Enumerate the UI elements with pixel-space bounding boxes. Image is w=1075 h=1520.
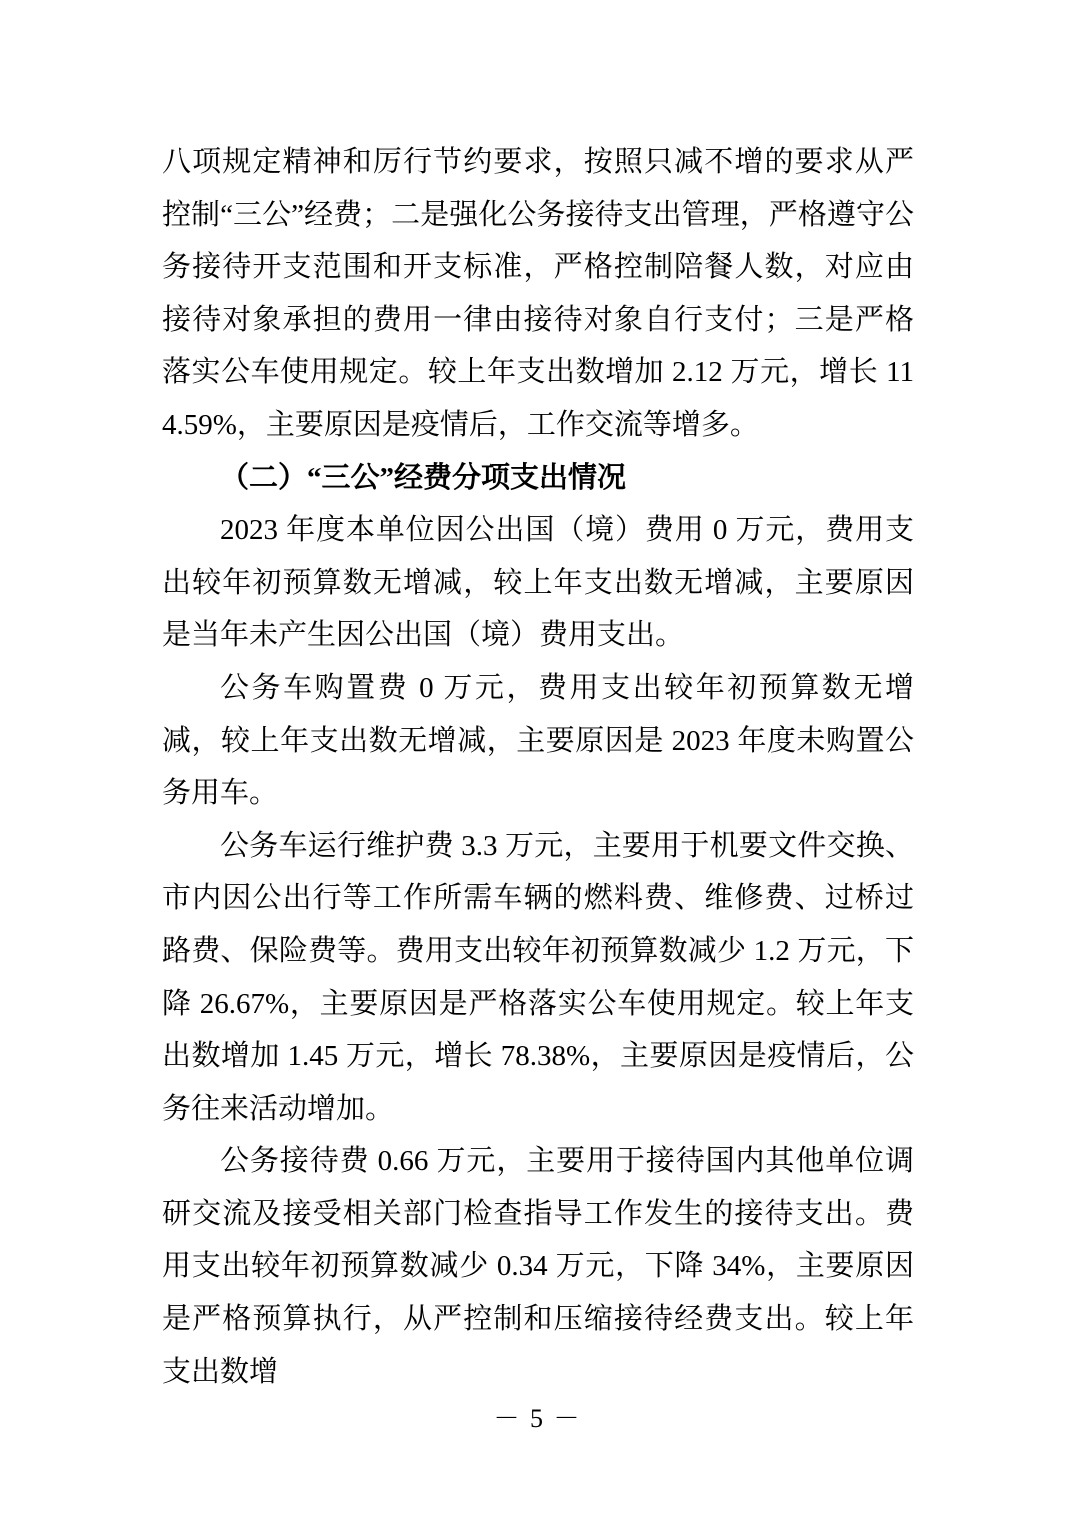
paragraph: 八项规定精神和厉行节约要求，按照只减不增的要求从严控制“三公”经费；二是强化公务接待支出管理，严格遵守公务接待开支范围和开支标准，严格控制陪餐人数，对应由接待对象承担的费用一律由接待对象自行支付；三是严格落实公车使用规定。较上年支出数增加 2.12 万元，增长 114.59%，主要原因是疫情后，工作交流等增多。 <box>162 146 914 441</box>
paragraph: 2023 年度本单位因公出国（境）费用 0 万元，费用支出较年初预算数无增减，较上年支出数无增减，主要原因是当年未产生因公出国（境）费用支出。 <box>162 514 914 652</box>
document-body <box>162 136 914 1398</box>
page-number: － 5 － <box>493 1404 582 1433</box>
section-heading: （二）“三公”经费分项支出情况 <box>220 461 627 494</box>
paragraph: 公务车购置费 0 万元，费用支出较年初预算数无增减，较上年支出数无增减，主要原因是 2023 年度未购置公务用车。 <box>162 671 914 810</box>
paragraph: 公务车运行维护费 3.3 万元，主要用于机要文件交换、市内因公出行等工作所需车辆的燃料费、维修费、过桥过路费、保险费等。费用支出较年初预算数减少 1.2 万元，下降 26.67%，主要原因是严格落实公车使用规定。较上年支出数增加 1.45 万元，增长 78.38%，主要原因是疫情后，公务往来活动增加。 <box>162 829 914 1125</box>
paragraph: 公务接待费 0.66 万元，主要用于接待国内其他单位调研交流及接受相关部门检查指导工作发生的接待支出。费用支出较年初预算数减少 0.34 万元，下降 34%，主要原因是严格预算执行，从严控制和压缩接待经费支出。较上年支出数增 <box>162 1145 914 1388</box>
